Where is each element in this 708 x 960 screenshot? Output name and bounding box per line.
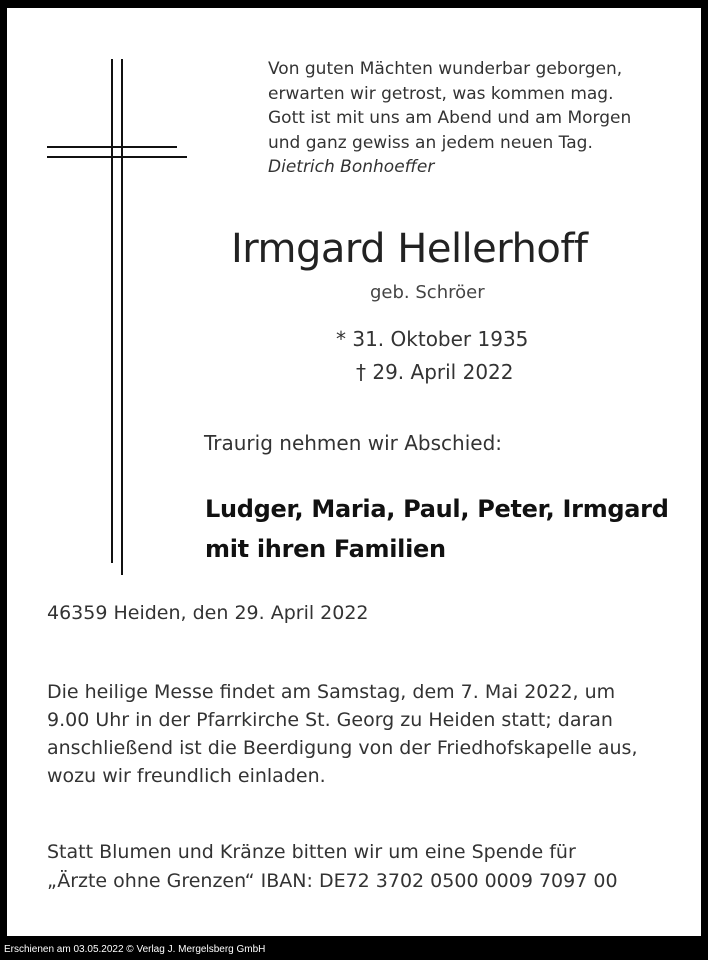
birth-date: * 31. Oktober 1935: [336, 327, 529, 351]
cross-horizontal-line-top: [47, 146, 177, 148]
mass-notice: [47, 678, 638, 790]
quote-line: Gott ist mit uns am Abend und am Morgen: [268, 108, 632, 128]
donation-notice: [47, 838, 618, 896]
place-and-date: 46359 Heiden, den 29. April 2022: [47, 602, 369, 624]
mass-notice-line: 9.00 Uhr in der Pfarrkirche St. Georg zu Heiden statt; daran: [47, 709, 613, 731]
cross-vertical-line-right: [121, 59, 123, 575]
mass-notice-line: Die heilige Messe findet am Samstag, dem 7. Mai 2022, um: [47, 681, 616, 703]
donation-notice-line: Statt Blumen und Kränze bitten wir um eine Spende für: [47, 841, 576, 863]
quote-line: und ganz gewiss an jedem neuen Tag.: [268, 132, 593, 153]
birth-name: geb. Schröer: [370, 282, 485, 303]
mourners-line: mit ihren Familien: [205, 535, 446, 563]
quote-line: Von guten Mächten wunderbar geborgen,: [268, 59, 623, 79]
cross-vertical-line-left: [111, 59, 113, 563]
mass-notice-line: wozu wir freundlich einladen.: [47, 765, 326, 787]
bonhoeffer-quote: [268, 57, 631, 180]
deceased-name: Irmgard Hellerhoff: [231, 226, 588, 272]
mass-notice-line: anschließend ist die Beerdigung von der Friedhofskapelle aus,: [47, 737, 638, 759]
farewell-text: Traurig nehmen wir Abschied:: [204, 431, 502, 455]
quote-line: erwarten wir getrost, was kommen mag.: [268, 83, 614, 104]
mourners-line: Ludger, Maria, Paul, Peter, Irmgard: [205, 495, 669, 523]
cross-horizontal-line-bottom: [47, 156, 187, 158]
death-date: † 29. April 2022: [356, 360, 514, 384]
publication-footer: Erschienen am 03.05.2022 © Verlag J. Mergelsberg GmbH: [4, 944, 266, 955]
quote-author: Dietrich Bonhoeffer: [268, 157, 435, 177]
obituary-notice: [7, 8, 701, 936]
donation-notice-line: „Ärzte ohne Grenzen“ IBAN: DE72 3702 0500 0009 7097 00: [47, 870, 618, 892]
mourners-list: [205, 489, 669, 569]
